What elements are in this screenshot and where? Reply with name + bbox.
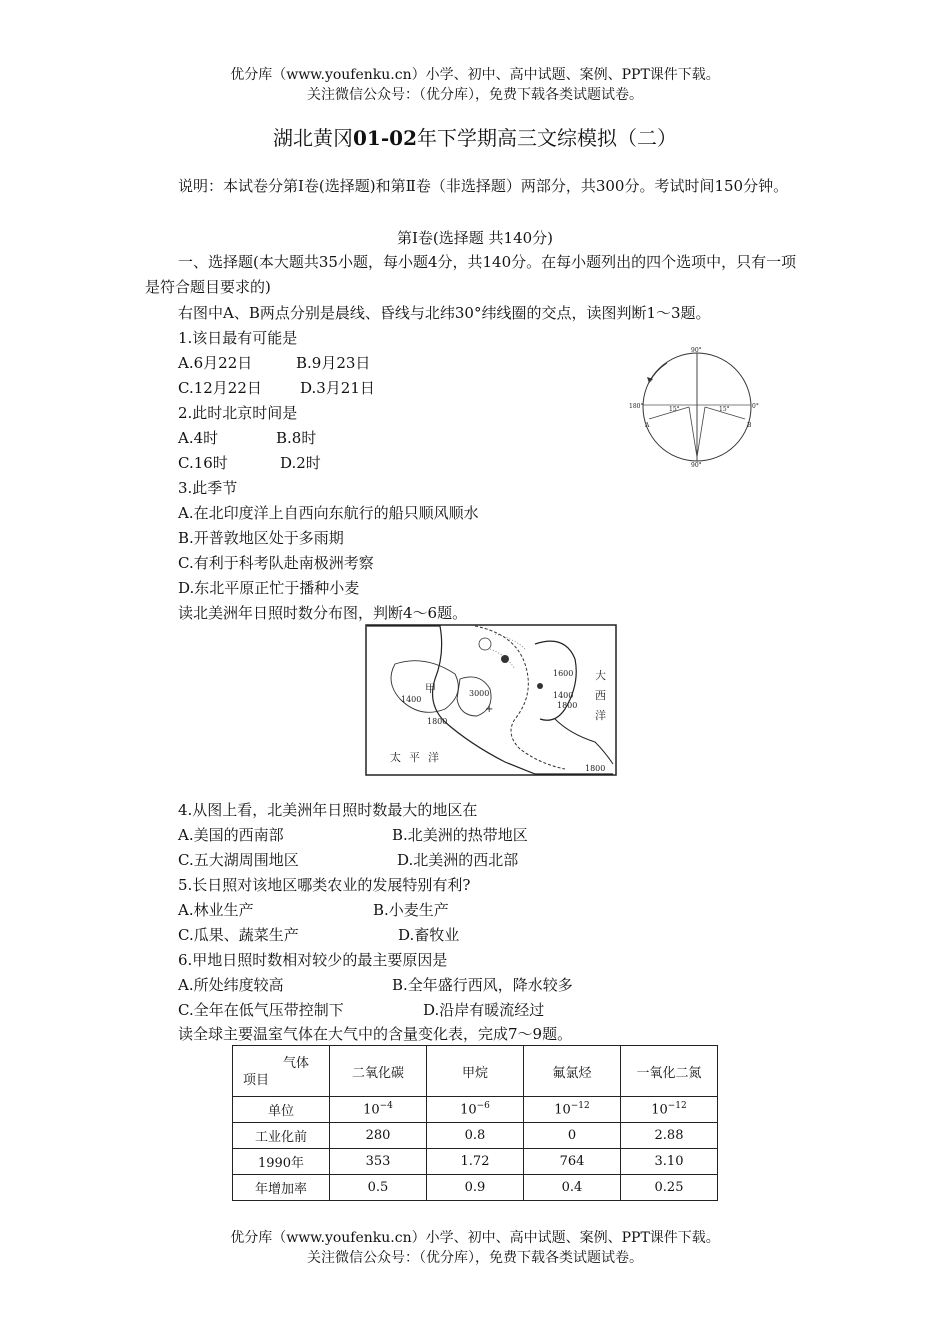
map-isoline-1400-west: 1400 bbox=[401, 695, 422, 704]
table-cell: 0.25 bbox=[621, 1175, 718, 1201]
terminator-lower bbox=[689, 407, 697, 457]
globe-label-bottom: 90° bbox=[691, 462, 702, 469]
q4-option-c: C.五大湖周围地区 bbox=[178, 851, 299, 869]
table-row bbox=[233, 1175, 718, 1201]
table-cell-unit bbox=[427, 1097, 524, 1123]
map-isoline-3000: 3000 bbox=[469, 689, 490, 698]
map-isoline-1800-south: 1800 bbox=[585, 764, 606, 773]
map-label-jia: 甲 bbox=[425, 682, 436, 695]
table-cell-unit bbox=[524, 1097, 621, 1123]
q1-option-a: A.6月22日 bbox=[178, 354, 253, 372]
title-prefix: 湖北黄冈 bbox=[273, 126, 354, 150]
map-ocean-atlantic bbox=[595, 668, 606, 682]
q3-option-a: A.在北印度洋上自西向东航行的船只顺风顺水 bbox=[178, 504, 479, 522]
q5-option-d: D.畜牧业 bbox=[398, 926, 460, 944]
globe-label-top: 90° bbox=[691, 347, 702, 354]
lake-2 bbox=[501, 655, 509, 663]
site-banner-line1: 优分库（www.youfenku.cn）小学、初中、高中试题、案例、PPT课件下载。 bbox=[230, 67, 720, 83]
table-cell: 0.4 bbox=[524, 1175, 621, 1201]
globe-angle-2: 15° bbox=[719, 406, 730, 413]
map-ocean-pacific: 太平洋 bbox=[390, 751, 447, 764]
globe-point-b: B bbox=[747, 422, 752, 429]
reading-prompt-2: 读北美洲年日照时数分布图，判断4～6题。 bbox=[178, 604, 468, 622]
q4-option-d: D.北美洲的西北部 bbox=[397, 851, 519, 869]
q4-option-a: A.美国的西南部 bbox=[178, 826, 284, 844]
table-cell: 280 bbox=[330, 1123, 427, 1149]
q3-option-b: B.开普敦地区处于多雨期 bbox=[178, 529, 344, 547]
title-years: 01-02 bbox=[353, 126, 417, 150]
terminator-lower-2 bbox=[697, 407, 705, 457]
title-suffix: 年下学期高三文综模拟（二） bbox=[416, 126, 677, 150]
table-cell: 2.88 bbox=[621, 1123, 718, 1149]
exam-intro: 说明：本试卷分第Ⅰ卷(选择题)和第Ⅱ卷（非选择题）两部分，共300分。考试时间150分钟。 bbox=[178, 177, 789, 195]
table-cell: 3.10 bbox=[621, 1149, 718, 1175]
q1-option-d: D.3月21日 bbox=[300, 379, 375, 397]
greenhouse-gas-table bbox=[232, 1045, 718, 1201]
table-cell: 353 bbox=[330, 1149, 427, 1175]
globe-diagram bbox=[627, 345, 767, 470]
q3-option-c: C.有利于科考队赴南极洲考察 bbox=[178, 554, 374, 572]
table-cell: 764 bbox=[524, 1149, 621, 1175]
reading-prompt-1: 右图中A、B两点分别是晨线、昏线与北纬30°纬线圈的交点，读图判断1～3题。 bbox=[178, 304, 711, 322]
table-cell-unit bbox=[330, 1097, 427, 1123]
site-banner-line2: 关注微信公众号：（优分库），免费下载各类试题试卷。 bbox=[307, 87, 643, 103]
q2-option-d: D.2时 bbox=[280, 454, 321, 472]
unit-exponent: −12 bbox=[570, 1101, 590, 1112]
q5-option-a: A.林业生产 bbox=[178, 901, 254, 919]
site-footer-line2: 关注微信公众号：（优分库），免费下载各类试题试卷。 bbox=[307, 1250, 643, 1266]
q2-option-c: C.16时 bbox=[178, 454, 228, 472]
reading-prompt-3: 读全球主要温室气体在大气中的含量变化表，完成7～9题。 bbox=[178, 1025, 573, 1043]
globe-angle-1: 15° bbox=[669, 406, 680, 413]
q6-option-d: D.沿岸有暖流经过 bbox=[423, 1001, 545, 1019]
q2-stem: 2.此时北京时间是 bbox=[178, 404, 298, 422]
corner-bottom-label: 项目 bbox=[243, 1073, 270, 1088]
table-col-header: 甲烷 bbox=[427, 1046, 524, 1097]
table-col-header: 氟氯烃 bbox=[524, 1046, 621, 1097]
unit-exponent: −6 bbox=[476, 1101, 490, 1112]
q5-stem: 5.长日照对该地区哪类农业的发展特别有利? bbox=[178, 876, 471, 894]
table-corner-cell bbox=[233, 1046, 330, 1097]
table-row bbox=[233, 1123, 718, 1149]
unit-base: 10 bbox=[363, 1102, 380, 1118]
q3-stem: 3.此季节 bbox=[178, 479, 238, 497]
unit-base: 10 bbox=[460, 1102, 477, 1118]
atlantic-char-3: 洋 bbox=[595, 709, 606, 722]
q6-option-b: B.全年盛行西风，降水较多 bbox=[392, 976, 573, 994]
q6-option-a: A.所处纬度较高 bbox=[178, 976, 284, 994]
q6-stem: 6.甲地日照时数相对较少的最主要原因是 bbox=[178, 951, 448, 969]
table-cell-unit bbox=[621, 1097, 718, 1123]
table-row-label: 工业化前 bbox=[233, 1123, 330, 1149]
table-row-label: 单位 bbox=[233, 1097, 330, 1123]
globe-label-left: 180° bbox=[629, 403, 644, 410]
map-isoline-1800-west: 1800 bbox=[427, 717, 448, 726]
table-row-label: 年增加率 bbox=[233, 1175, 330, 1201]
table-col-header: 一氧化二氮 bbox=[621, 1046, 718, 1097]
q1-option-b: B.9月23日 bbox=[296, 354, 371, 372]
part-instructions: 一、选择题(本大题共35小题，每小题4分，共140分。在每小题列出的四个选项中，只有一项是符合题目要求的) bbox=[145, 253, 797, 296]
q4-option-b: B.北美洲的热带地区 bbox=[392, 826, 528, 844]
table-row-label: 1990年 bbox=[233, 1149, 330, 1175]
table-col-header: 二氧化碳 bbox=[330, 1046, 427, 1097]
unit-exponent: −12 bbox=[667, 1101, 687, 1112]
table-cell: 0.8 bbox=[427, 1123, 524, 1149]
atlantic-char-1: 大 bbox=[595, 669, 606, 682]
unit-base: 10 bbox=[554, 1102, 571, 1118]
globe-point-a: A bbox=[645, 422, 650, 429]
unit-exponent: −4 bbox=[379, 1101, 393, 1112]
q2-option-b: B.8时 bbox=[276, 429, 317, 447]
map-isoline-1600: 1600 bbox=[553, 669, 574, 678]
q2-option-a: A.4时 bbox=[178, 429, 219, 447]
globe-label-right: 0° bbox=[752, 403, 759, 410]
q5-option-b: B.小麦生产 bbox=[373, 901, 449, 919]
table-cell: 0.9 bbox=[427, 1175, 524, 1201]
section-heading: 第Ⅰ卷(选择题 共140分) bbox=[396, 229, 554, 247]
q5-option-c: C.瓜果、蔬菜生产 bbox=[178, 926, 299, 944]
map-isoline-1400-east: 1400 bbox=[553, 691, 574, 700]
north-america-sunshine-map bbox=[365, 624, 617, 776]
table-cell: 0 bbox=[524, 1123, 621, 1149]
lake-3 bbox=[537, 683, 543, 689]
table-cell: 1.72 bbox=[427, 1149, 524, 1175]
q1-option-c: C.12月22日 bbox=[178, 379, 262, 397]
table-cell: 0.5 bbox=[330, 1175, 427, 1201]
corner-top-label: 气体 bbox=[282, 1056, 309, 1071]
table-row bbox=[233, 1149, 718, 1175]
table-unit-row bbox=[233, 1097, 718, 1123]
table-header-row bbox=[233, 1046, 718, 1097]
atlantic-char-2: 西 bbox=[595, 689, 606, 702]
q6-option-c: C.全年在低气压带控制下 bbox=[178, 1001, 344, 1019]
unit-base: 10 bbox=[651, 1102, 668, 1118]
map-plus-marker: + bbox=[485, 704, 494, 715]
q3-option-d: D.东北平原正忙于播种小麦 bbox=[178, 579, 360, 597]
map-isoline-1800-east: 1800 bbox=[557, 701, 578, 710]
site-footer-line1: 优分库（www.youfenku.cn）小学、初中、高中试题、案例、PPT课件下载。 bbox=[230, 1230, 720, 1246]
q1-stem: 1.该日最有可能是 bbox=[178, 329, 298, 347]
q4-stem: 4.从图上看，北美洲年日照时数最大的地区在 bbox=[178, 801, 478, 819]
page-title bbox=[0, 122, 950, 151]
